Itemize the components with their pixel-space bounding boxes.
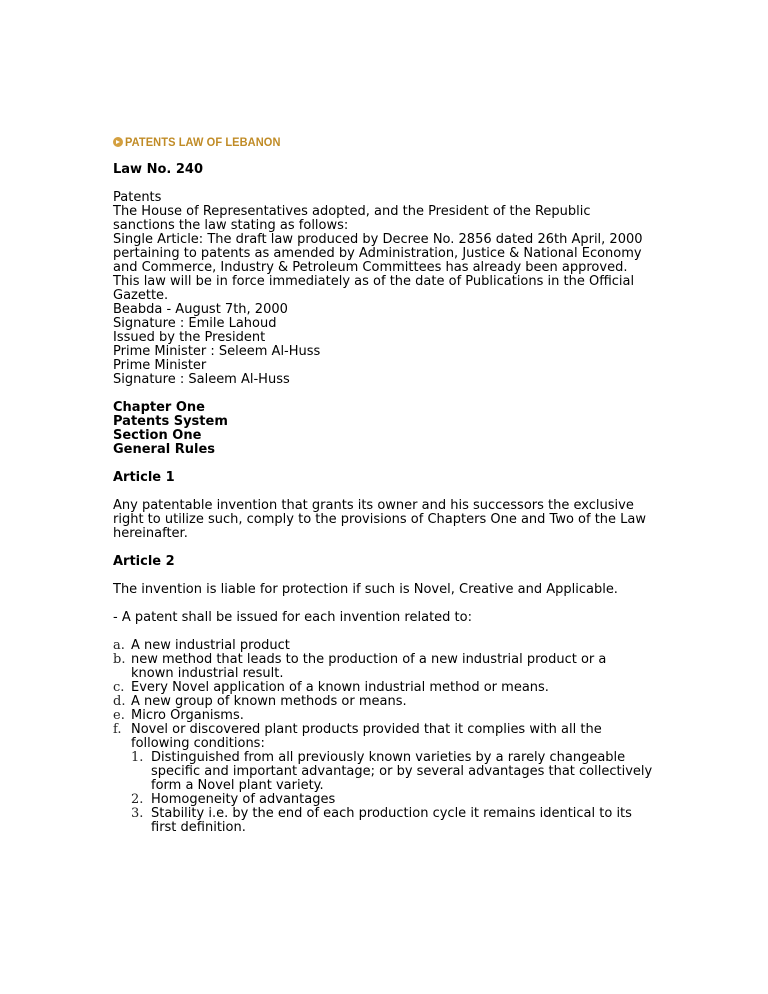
preamble-line: Signature : Saleem Al-Huss bbox=[113, 372, 290, 387]
preamble bbox=[113, 191, 653, 387]
list-item: a. A new industrial product bbox=[113, 638, 290, 653]
preamble-line: Patents bbox=[113, 190, 162, 205]
list-item: e. Micro Organisms. bbox=[113, 708, 244, 723]
section-subtitle: General Rules bbox=[113, 442, 216, 457]
list-item: 1. Distinguished from all previously known varieties by a rarely changeable specific and important advantage; or by several advantages that collectively form a Novel plant variety. bbox=[131, 750, 653, 793]
list-item: 2. Homogeneity of advantages bbox=[131, 792, 336, 807]
list-item: f. Novel or discovered plant products provided that it complies with all the following conditions: 1. Distinguished from all previously known varieties by a rarely changeable specific and important advantage; or by several advantages that collectively form a Novel plant variety. 2. Homogeneity of advantages 3. Stability i.e. by the end of each production cycle it remains identical to its first definition. bbox=[113, 722, 653, 835]
chapter-title: Chapter One bbox=[113, 400, 205, 415]
law-number: Law No. 240 bbox=[113, 162, 204, 177]
invention-list bbox=[113, 639, 653, 835]
document-body bbox=[113, 163, 653, 835]
article-2-intro: The invention is liable for protection if such is Novel, Creative and Applicable. bbox=[113, 582, 618, 597]
list-item: b. new method that leads to the production of a new industrial product or a known industrial result. bbox=[113, 652, 607, 681]
article-1-text: Any patentable invention that grants its owner and his successors the exclusive right to utilize such, comply to the provisions of Chapters One and Two of the Law hereinafter. bbox=[113, 498, 647, 541]
list-item: d. A new group of known methods or means. bbox=[113, 694, 407, 709]
preamble-line: Prime Minister bbox=[113, 358, 207, 373]
preamble-line: Signature : Emile Lahoud bbox=[113, 316, 277, 331]
page-title: PATENTS LAW OF LEBANON bbox=[125, 135, 281, 149]
list-item: c. Every Novel application of a known industrial method or means. bbox=[113, 680, 549, 695]
preamble-line: Beabda - August 7th, 2000 bbox=[113, 302, 288, 317]
chapter-subtitle: Patents System bbox=[113, 414, 228, 429]
list-item: 3. Stability i.e. by the end of each production cycle it remains identical to its first definition. bbox=[131, 806, 632, 835]
article-2-lead: - A patent shall be issued for each invention related to: bbox=[113, 610, 472, 625]
bullet-arrow-icon bbox=[113, 137, 123, 147]
article-1-heading: Article 1 bbox=[113, 470, 175, 485]
chapter-heading bbox=[113, 401, 653, 457]
preamble-line: Prime Minister : Seleem Al-Huss bbox=[113, 344, 321, 359]
preamble-line: This law will be in force immediately as of the date of Publications in the Official Gazette. bbox=[113, 274, 635, 303]
article-2-heading: Article 2 bbox=[113, 554, 175, 569]
preamble-line: Issued by the President bbox=[113, 330, 266, 345]
preamble-line: The House of Representatives adopted, and the President of the Republic sanctions the law stating as follows: bbox=[113, 204, 591, 233]
preamble-line: Single Article: The draft law produced by Decree No. 2856 dated 26th April, 2000 pertaining to patents as amended by Administration, Justice & National Economy and Commerce, Industry & Petroleum Committees has already been approved. bbox=[113, 232, 643, 275]
page-header bbox=[113, 135, 294, 149]
section-title: Section One bbox=[113, 428, 202, 443]
condition-list bbox=[131, 751, 653, 835]
